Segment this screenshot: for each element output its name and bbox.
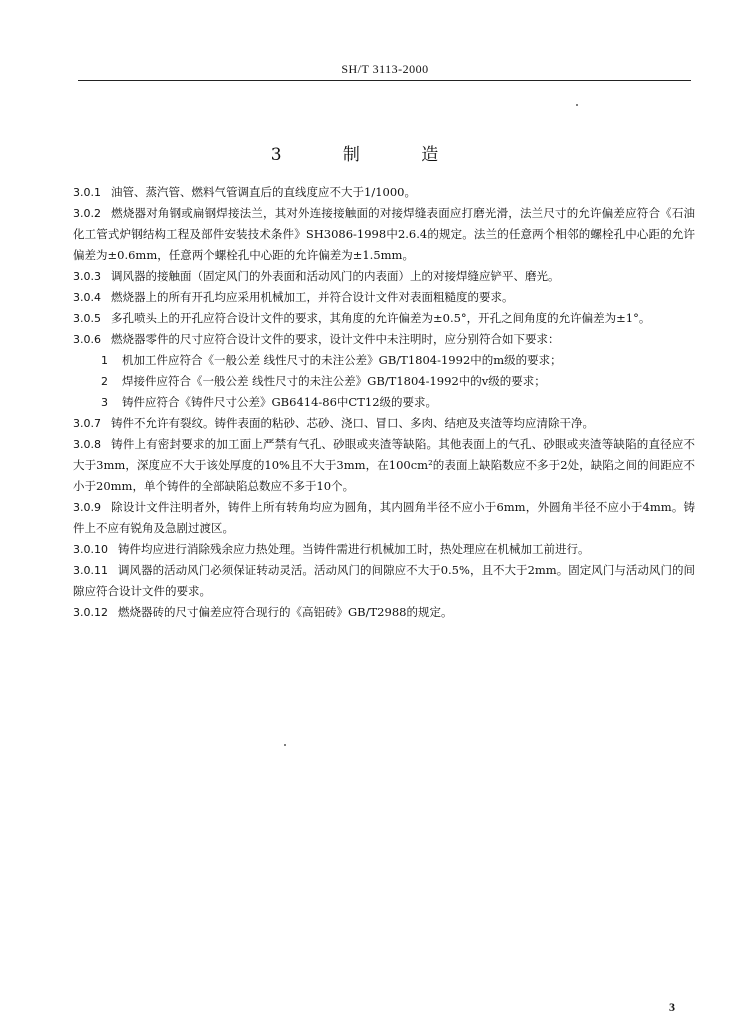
standard-code-header: SH/T 3113-2000 — [341, 62, 429, 76]
clause-text: 铸件上有密封要求的加工面上严禁有气孔、砂眼或夹渣等缺陷。其他表面上的气孔、砂眼或夹渣等缺陷的直径应不大于3mm，深度应不大于该处厚度的10%且不大于3mm，在100cm²的表面上缺陷数应不多于2处，缺陷之间的间距应不小于20mm，单个铸件的全部缺陷总数应不多于10个。 — [73, 437, 695, 493]
clause-number: 3.0.7 — [73, 417, 101, 430]
clause-number: 3.0.11 — [73, 564, 108, 577]
sub-item-number: 3 — [101, 396, 108, 409]
clause-3-0-10 — [73, 539, 695, 560]
sub-item-number: 1 — [101, 354, 108, 367]
document-body — [73, 182, 695, 623]
clause-text: 除设计文件注明者外，铸件上所有转角均应为圆角，其内圆角半径不应小于6mm，外圆角半径不应小于4mm。铸件上不应有锐角及急剧过渡区。 — [73, 500, 695, 535]
clause-3-0-11 — [73, 560, 695, 602]
clause-text: 铸件不允许有裂纹。铸件表面的粘砂、芯砂、浇口、冒口、多肉、结疤及夹渣等均应清除干净。 — [111, 416, 594, 430]
clause-number: 3.0.5 — [73, 312, 101, 325]
clause-number: 3.0.3 — [73, 270, 101, 283]
clause-text: 调风器的接触面（固定风门的外表面和活动风门的内表面）上的对接焊缝应铲平、磨光。 — [111, 269, 560, 283]
clause-number: 3.0.8 — [73, 438, 101, 451]
page-number: 3 — [669, 1000, 675, 1014]
clause-number: 3.0.1 — [73, 186, 101, 199]
clause-number: 3.0.9 — [73, 501, 101, 514]
clause-number: 3.0.4 — [73, 291, 101, 304]
clause-3-0-12 — [73, 602, 695, 623]
clause-3-0-9 — [73, 497, 695, 539]
clause-3-0-2 — [73, 203, 695, 266]
sub-item-number: 2 — [101, 375, 108, 388]
clause-text: 燃烧器上的所有开孔均应采用机械加工，并符合设计文件对表面粗糙度的要求。 — [111, 290, 514, 304]
clause-text: 调风器的活动风门必须保证转动灵活。活动风门的间隙应不大于0.5%，且不大于2mm。固定风门与活动风门的间隙应符合设计文件的要求。 — [73, 563, 695, 598]
clause-3-0-6 — [73, 329, 695, 350]
clause-text: 燃烧器砖的尺寸偏差应符合现行的《高铝砖》GB/T2988的规定。 — [118, 605, 453, 619]
clause-number: 3.0.10 — [73, 543, 108, 556]
sub-item-text: 铸件应符合《铸件尺寸公差》GB6414-86中CT12级的要求。 — [122, 395, 438, 409]
clause-number: 3.0.6 — [73, 333, 101, 346]
clause-3-0-3 — [73, 266, 695, 287]
clause-text: 铸件均应进行消除残余应力热处理。当铸件需进行机械加工时，热处理应在机械加工前进行。 — [118, 542, 590, 556]
sub-item-3 — [73, 392, 695, 413]
sub-item-text: 焊接件应符合《一般公差 线性尺寸的未注公差》GB/T1804-1992中的v级的要求； — [122, 374, 546, 388]
scan-speck — [576, 104, 578, 106]
scan-speck — [284, 744, 286, 746]
sub-item-2 — [73, 371, 695, 392]
clause-number: 3.0.12 — [73, 606, 108, 619]
header-divider — [78, 80, 691, 81]
clause-3-0-7 — [73, 413, 695, 434]
sub-item-1 — [73, 350, 695, 371]
chapter-title: 3 制 造 — [270, 145, 467, 165]
clause-3-0-8 — [73, 434, 695, 497]
clause-text: 燃烧器零件的尺寸应符合设计文件的要求，设计文件中未注明时，应分别符合如下要求： — [111, 332, 560, 346]
clause-3-0-1 — [73, 182, 695, 203]
clause-text: 油管、蒸汽管、燃料气管调直后的直线度应不大于1/1000。 — [111, 185, 416, 199]
clause-3-0-5 — [73, 308, 695, 329]
clause-text: 多孔喷头上的开孔应符合设计文件的要求，其角度的允许偏差为±0.5°，开孔之间角度的允许偏差为±1°。 — [111, 311, 651, 325]
sub-item-text: 机加工件应符合《一般公差 线性尺寸的未注公差》GB/T1804-1992中的m级的要求； — [122, 353, 562, 367]
clause-3-0-4 — [73, 287, 695, 308]
clause-text: 燃烧器对角钢或扁钢焊接法兰，其对外连接接触面的对接焊缝表面应打磨光滑，法兰尺寸的允许偏差应符合《石油化工管式炉钢结构工程及部件安装技术条件》SH3086-1998中2.6.4的规定。法兰的任意两个相邻的螺栓孔中心距的允许偏差为±0.6mm，任意两个螺栓孔中心距的允许偏差为±1.5mm。 — [73, 206, 695, 262]
clause-number: 3.0.2 — [73, 207, 101, 220]
